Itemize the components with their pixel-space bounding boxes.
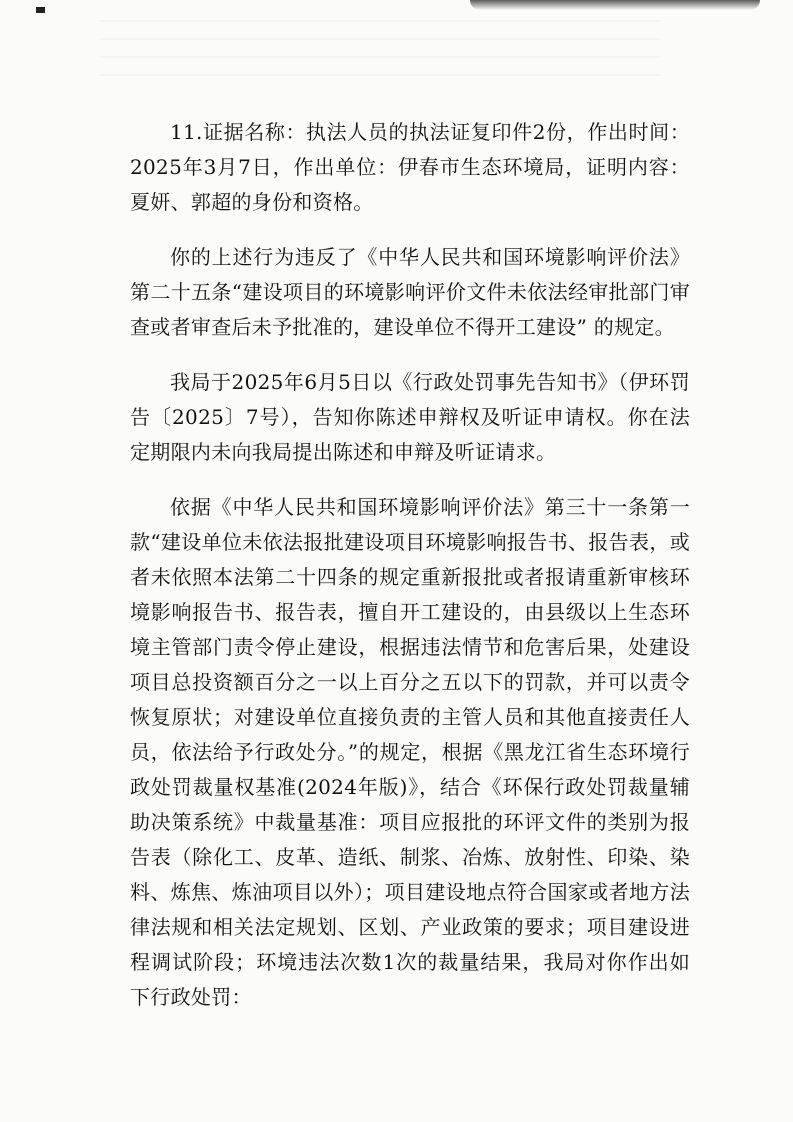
paragraph-evidence-11: 11.证据名称：执法人员的执法证复印件2份，作出时间：2025年3月7日，作出单位：伊春市生态环境局，证明内容：夏妍、郭超的身份和资格。 — [130, 120, 690, 214]
paragraph-violation: 你的上述行为违反了《中华人民共和国环境影响评价法》第二十五条“建设项目的环境影响评价文件未依法经审批部门审查或者审查后未予批准的，建设单位不得开工建设” 的规定。 — [130, 245, 690, 339]
paragraph-notice: 我局于2025年6月5日以《行政处罚事先告知书》（伊环罚告〔2025〕7号），告知你陈述申辩权及听证申请权。你在法定期限内未向我局提出陈述和申辩及听证请求。 — [130, 370, 690, 464]
scan-shadow — [470, 0, 760, 10]
document-body — [130, 115, 690, 1015]
bleed-through — [100, 20, 660, 80]
scan-mark — [36, 7, 45, 13]
paragraph-legal-basis: 依据《中华人民共和国环境影响评价法》第三十一条第一款“建设单位未依法报批建设项目环境影响报告书、报告表，或者未依照本法第二十四条的规定重新报批或者报请重新审核环境影响报告书、报告表，擅自开工建设的，由县级以上生态环境主管部门责令停止建设，根据违法情节和危害后果，处建设项目总投资额百分之一以上百分之五以下的罚款，并可以责令恢复原状；对建设单位直接负责的主管人员和其他直接责任人员，依法给予行政处分。”的规定，根据《黑龙江省生态环境行政处罚裁量权基准(2024年版)》，结合《环保行政处罚裁量辅助决策系统》中裁量基准：项目应报批的环评文件的类别为报告表（除化工、皮革、造纸、制浆、冶炼、放射性、印染、染料、炼焦、炼油项目以外）；项目建设地点符合国家或者地方法律法规和相关法定规划、区划、产业政策的要求；项目建设进程调试阶段；环境违法次数1次的裁量结果，我局对你作出如下行政处罚： — [130, 495, 690, 1009]
